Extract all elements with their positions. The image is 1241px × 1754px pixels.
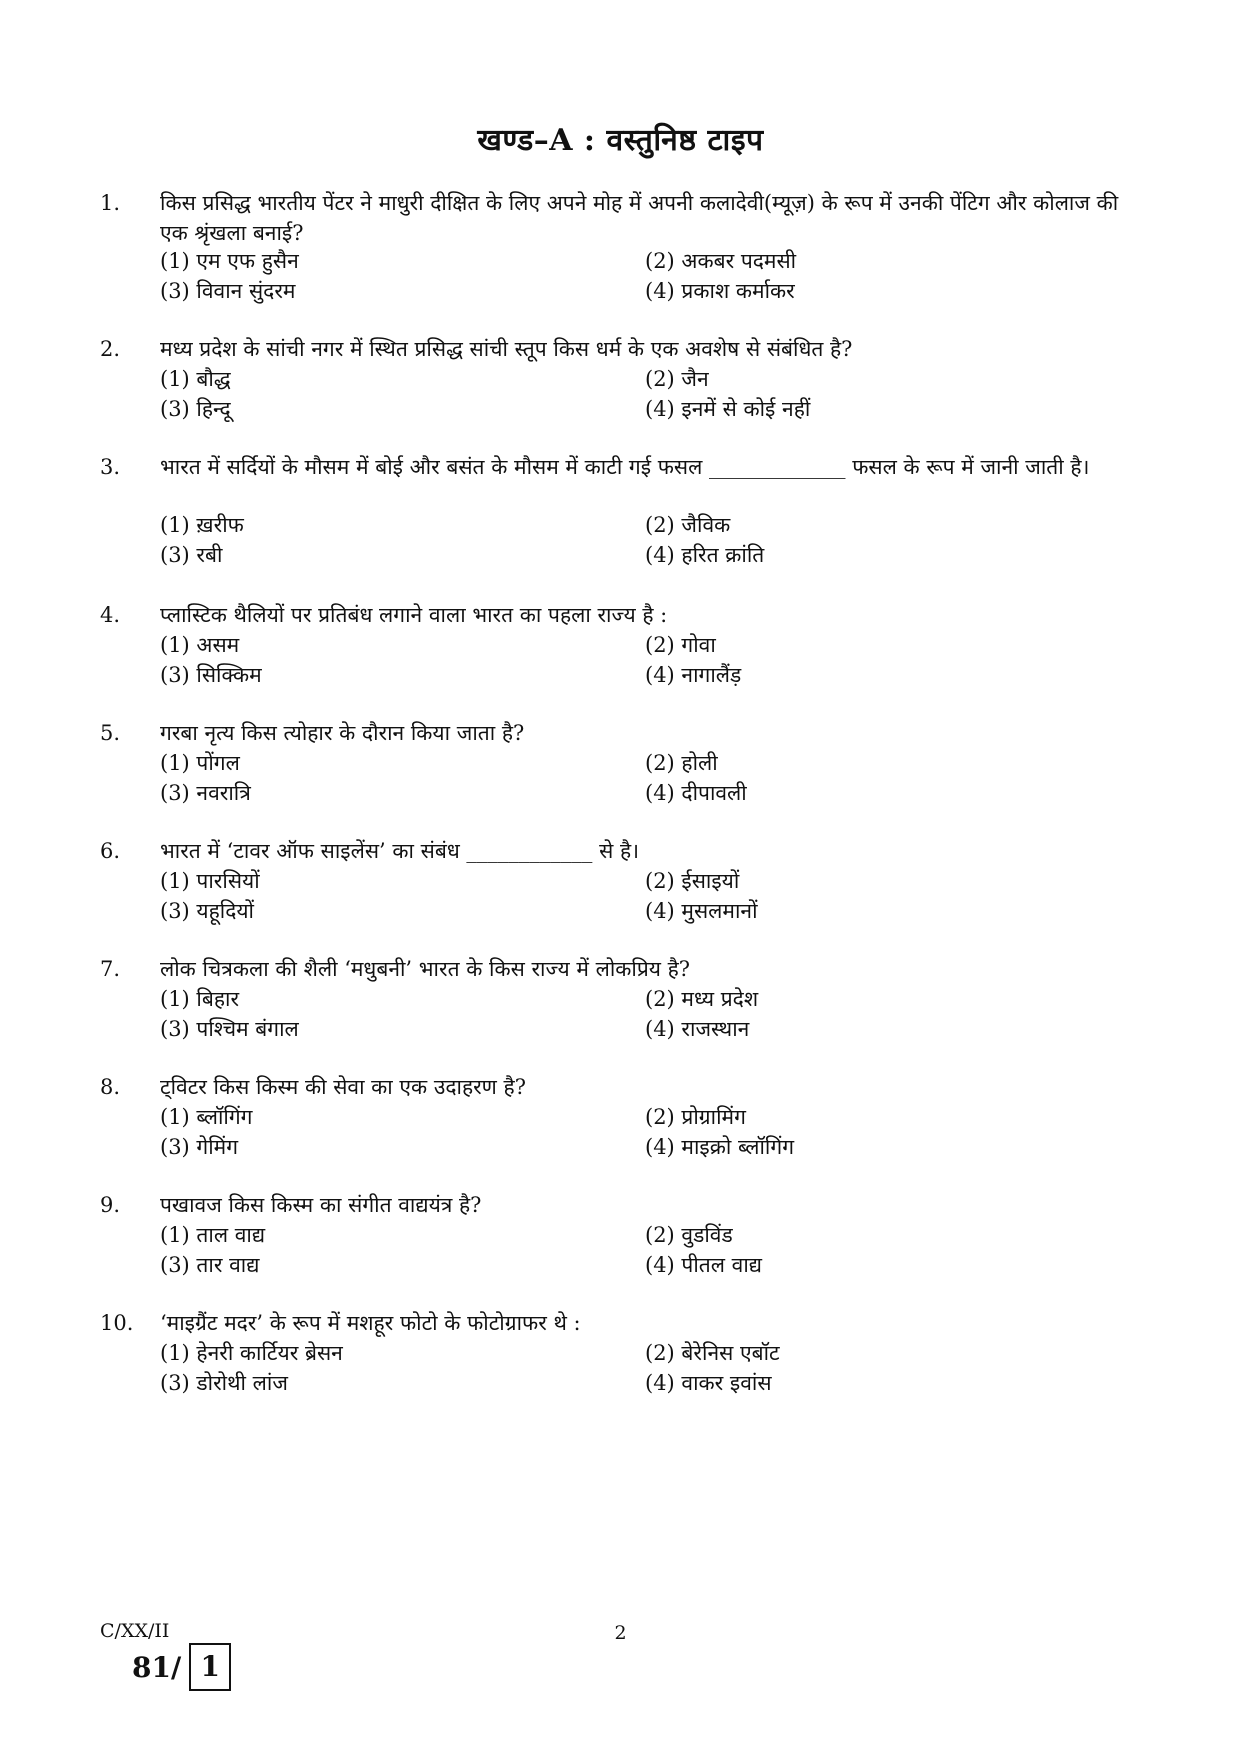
option-3: (3) रबी bbox=[160, 543, 223, 567]
question-number: 7. bbox=[100, 957, 121, 981]
option-3: (3) नवरात्रि bbox=[160, 781, 251, 805]
option-4: (4) हरित क्रांति bbox=[645, 543, 765, 567]
option-3: (3) डोरोथी लांज bbox=[160, 1371, 288, 1395]
option-2: (2) अकबर पदमसी bbox=[645, 249, 797, 273]
option-4: (4) इनमें से कोई नहीं bbox=[645, 397, 811, 421]
question-number: 5. bbox=[100, 721, 121, 745]
option-3: (3) हिन्दू bbox=[160, 397, 231, 421]
option-4: (4) मुसलमानों bbox=[645, 899, 758, 923]
option-1: (1) एम एफ हुसैन bbox=[160, 249, 299, 273]
footer-code: C/XX/II bbox=[100, 1620, 170, 1642]
question-text: मध्य प्रदेश के सांची नगर में स्थित प्रसिद्ध सांची स्तूप किस धर्म के एक अवशेष से संबंधित है? bbox=[160, 337, 853, 361]
option-2: (2) प्रोग्रामिंग bbox=[645, 1105, 746, 1129]
option-1: (1) पारसियों bbox=[160, 869, 260, 893]
option-1: (1) ख़रीफ bbox=[160, 513, 244, 537]
option-1: (1) पोंगल bbox=[160, 751, 240, 775]
option-2: (2) गोवा bbox=[645, 633, 716, 657]
question-text: लोक चित्रकला की शैली ‘मधुबनी’ भारत के किस राज्य में लोकप्रिय है? bbox=[160, 957, 691, 981]
section-title: खण्ड–A : वस्तुनिष्ठ टाइप bbox=[477, 123, 764, 158]
option-4: (4) प्रकाश कर्माकर bbox=[645, 279, 795, 303]
paper-number: 81/ bbox=[132, 1650, 182, 1684]
option-1: (1) हेनरी कार्टियर ब्रेसन bbox=[160, 1341, 343, 1365]
option-4: (4) दीपावली bbox=[645, 781, 747, 805]
option-3: (3) तार वाद्य bbox=[160, 1253, 260, 1277]
question-text: किस प्रसिद्ध भारतीय पेंटर ने माधुरी दीक्षित के लिए अपने मोह में अपनी कलादेवी(म्यूज़) के रूप में उनकी पेंटिग और कोलाज की एक श्रृंखला बनाई? bbox=[160, 191, 1119, 245]
option-4: (4) माइक्रो ब्लॉगिंग bbox=[645, 1135, 795, 1159]
question-number: 9. bbox=[100, 1193, 121, 1217]
question-text: भारत में सर्दियों के मौसम में बोई और बसंत के मौसम में काटी गई फसल _____________ फसल के रूप में जानी जाती है। bbox=[160, 455, 1090, 479]
question-text: ‘माइग्रैंट मदर’ के रूप में मशहूर फोटो के फोटोग्राफर थे : bbox=[160, 1311, 581, 1335]
question-text: गरबा नृत्य किस त्योहार के दौरान किया जाता है? bbox=[160, 721, 525, 745]
question-text: प्लास्टिक थैलियों पर प्रतिबंध लगाने वाला भारत का पहला राज्य है : bbox=[160, 603, 668, 627]
option-2: (2) जैविक bbox=[645, 513, 731, 537]
option-3: (3) गेमिंग bbox=[160, 1135, 239, 1159]
set-number-box: 1 bbox=[189, 1643, 231, 1691]
option-1: (1) असम bbox=[160, 633, 240, 657]
option-3: (3) विवान सुंदरम bbox=[160, 279, 296, 303]
option-4: (4) नागालैंड़ bbox=[645, 663, 742, 687]
option-2: (2) होली bbox=[645, 751, 718, 775]
option-4: (4) पीतल वाद्य bbox=[645, 1253, 763, 1277]
question-number: 4. bbox=[100, 603, 121, 627]
option-2: (2) ईसाइयों bbox=[645, 869, 740, 893]
option-3: (3) सिक्किम bbox=[160, 663, 262, 687]
option-4: (4) वाकर इवांस bbox=[645, 1371, 772, 1395]
option-2: (2) जैन bbox=[645, 367, 709, 391]
option-3: (3) यहूदियों bbox=[160, 899, 254, 923]
option-1: (1) ब्लॉगिंग bbox=[160, 1105, 253, 1129]
option-4: (4) राजस्थान bbox=[645, 1017, 750, 1041]
option-3: (3) पश्चिम बंगाल bbox=[160, 1017, 299, 1041]
question-number: 10. bbox=[100, 1311, 134, 1335]
question-text: ट्विटर किस किस्म की सेवा का एक उदाहरण है? bbox=[160, 1075, 526, 1099]
option-1: (1) बौद्ध bbox=[160, 367, 231, 391]
question-number: 1. bbox=[100, 191, 121, 215]
question-number: 2. bbox=[100, 337, 121, 361]
option-1: (1) ताल वाद्य bbox=[160, 1223, 266, 1247]
option-2: (2) वुडविंड bbox=[645, 1223, 733, 1247]
footer-paper-code bbox=[132, 1643, 231, 1691]
question-number: 3. bbox=[100, 455, 121, 479]
question-number: 6. bbox=[100, 839, 121, 863]
question-number: 8. bbox=[100, 1075, 121, 1099]
option-2: (2) मध्य प्रदेश bbox=[645, 987, 759, 1011]
page-number: 2 bbox=[614, 1622, 627, 1644]
question-text: भारत में ‘टावर ऑफ साइलेंस’ का संबंध ____________ से है। bbox=[160, 839, 640, 863]
option-2: (2) बेरेनिस एबॉट bbox=[645, 1341, 780, 1365]
option-1: (1) बिहार bbox=[160, 987, 240, 1011]
question-text: पखावज किस किस्म का संगीत वाद्ययंत्र है? bbox=[160, 1193, 482, 1217]
